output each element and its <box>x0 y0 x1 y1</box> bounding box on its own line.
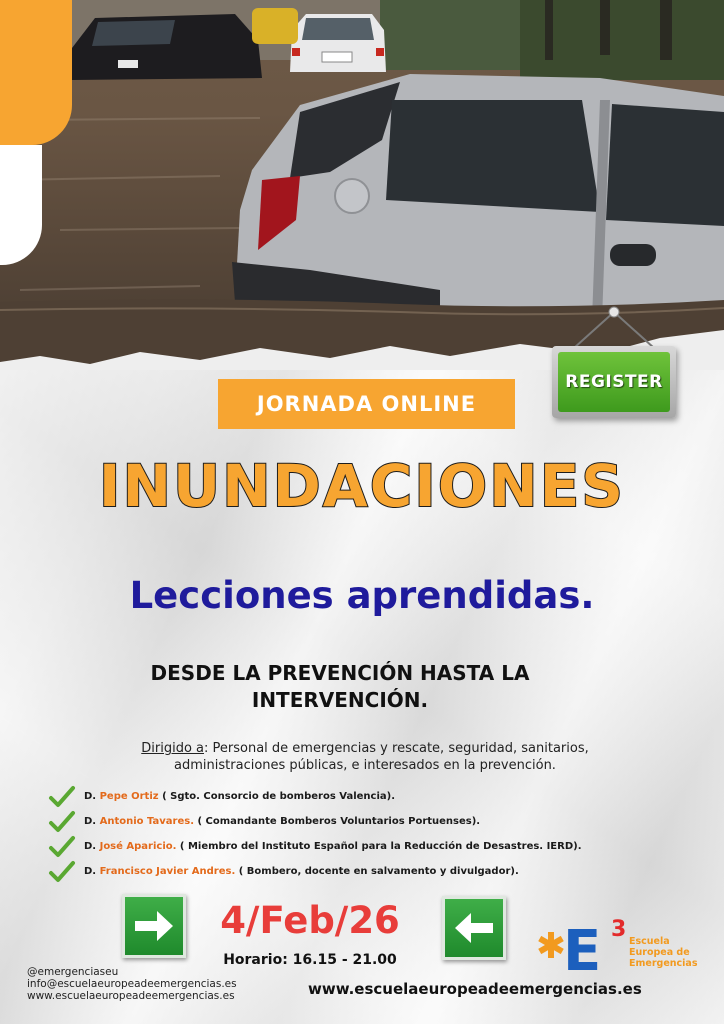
event-date: 4/Feb/26 <box>220 899 400 942</box>
logo-text <box>629 936 697 969</box>
arrow-right-icon <box>125 897 183 955</box>
check-icon <box>48 835 76 859</box>
audience-line-1: : Personal de emergencias y rescate, seguridad, sanitarios, <box>204 741 589 756</box>
contact-social[interactable]: @emergenciaseu <box>27 966 119 978</box>
school-logo <box>537 912 707 976</box>
register-sign[interactable] <box>548 304 682 428</box>
speaker-name: José Aparicio. <box>99 841 177 852</box>
audience-line-2: administraciones públicas, e interesados en la prevención. <box>174 758 556 773</box>
page-title: INUNDACIONES <box>98 452 626 520</box>
speaker-role: ( Comandante Bomberos Voluntarios Portuenses). <box>194 816 481 827</box>
contact-email[interactable]: info@escuelaeuropeadeemergencias.es <box>27 978 237 990</box>
jornada-online-badge: JORNADA ONLINE <box>218 379 515 429</box>
logo-mark <box>537 912 629 976</box>
check-icon <box>48 860 76 884</box>
heading-line-2: INTERVENCIÓN. <box>251 688 429 712</box>
check-icon <box>48 785 76 809</box>
list-item <box>48 809 668 834</box>
speaker-prefix: D. <box>84 841 100 852</box>
speaker-prefix: D. <box>84 791 100 802</box>
arrow-left-button <box>442 896 506 960</box>
star-of-life-icon <box>538 932 564 958</box>
speaker-name: Antonio Tavares. <box>99 816 195 827</box>
contact-site[interactable]: www.escuelaeuropeadeemergencias.es <box>27 990 235 1002</box>
speaker-list <box>48 784 668 884</box>
list-item <box>48 859 668 884</box>
list-item <box>48 784 668 809</box>
section-heading <box>100 660 580 714</box>
check-icon <box>48 810 76 834</box>
logo-line-1: Escuela <box>629 936 670 947</box>
speaker-prefix: D. <box>84 816 100 827</box>
speaker-prefix: D. <box>84 866 100 877</box>
arrow-right-button <box>122 894 186 958</box>
speaker-name: Francisco Javier Andres. <box>99 866 236 877</box>
speaker-name: Pepe Ortiz <box>99 791 159 802</box>
subtitle: Lecciones aprendidas. <box>129 574 595 617</box>
logo-superscript: 3 <box>611 917 627 942</box>
logo-letter: E <box>563 919 602 976</box>
logo-line-3: Emergencias <box>629 958 698 969</box>
speaker-role: ( Sgto. Consorcio de bomberos Valencia). <box>158 791 395 802</box>
website-link[interactable]: www.escuelaeuropeadeemergencias.es <box>308 980 642 998</box>
audience-text <box>60 740 670 774</box>
register-label[interactable]: REGISTER <box>558 352 670 412</box>
list-item <box>48 834 668 859</box>
register-button[interactable] <box>552 346 676 418</box>
audience-label: Dirigido a <box>141 741 204 756</box>
orange-corner-shape <box>0 0 72 145</box>
heading-line-1: DESDE LA PREVENCIÓN HASTA LA <box>150 661 530 685</box>
contact-info <box>27 966 237 1002</box>
arrow-left-icon <box>445 899 503 957</box>
event-schedule: Horario: 16.15 - 21.00 <box>223 952 397 968</box>
speaker-role: ( Bombero, docente en salvamento y divulgador). <box>235 866 519 877</box>
logo-line-2: Europea de <box>629 947 690 958</box>
speaker-role: ( Miembro del Instituto Español para la Reducción de Desastres. IERD). <box>176 841 582 852</box>
